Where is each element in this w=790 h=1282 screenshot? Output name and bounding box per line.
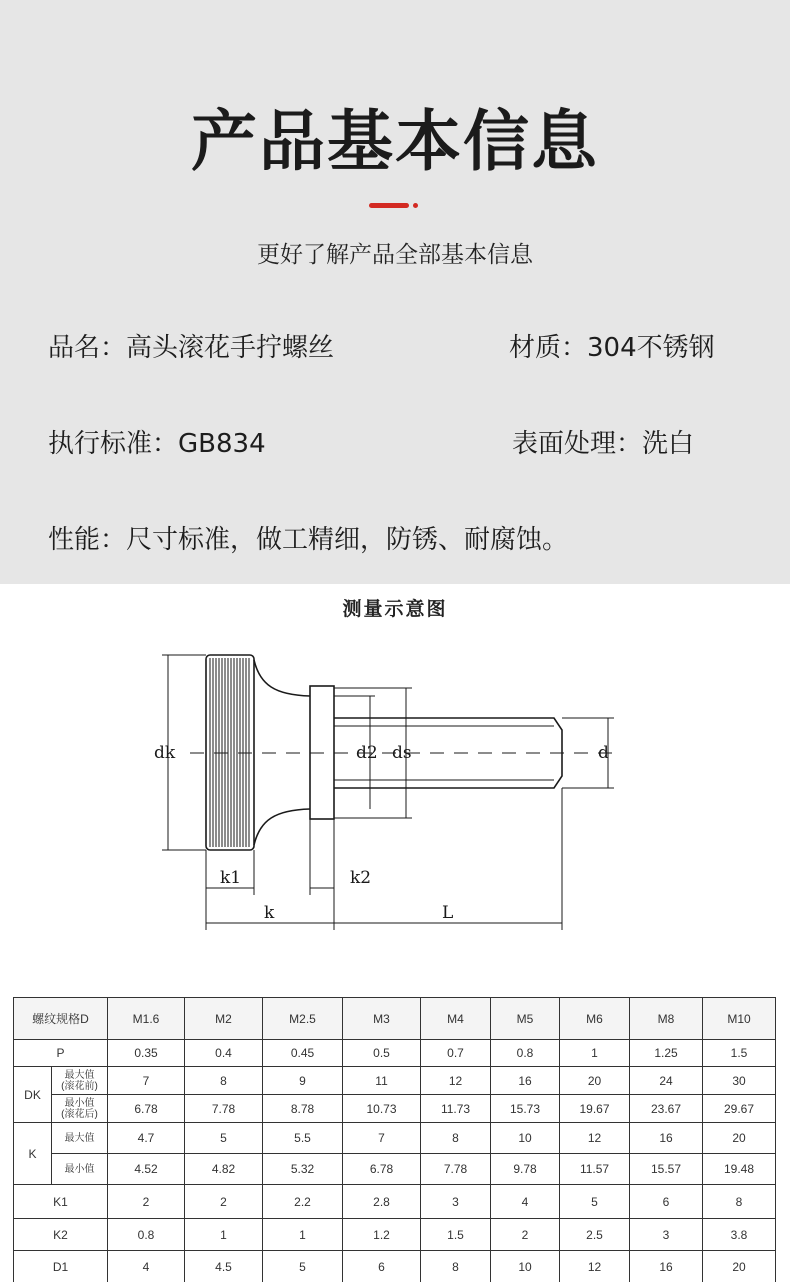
title-accent-dot [413,203,418,208]
row-label-k2: K2 [14,1219,108,1251]
table-cell: 8 [185,1067,263,1095]
table-cell: 16 [630,1251,703,1282]
table-cell: 0.4 [185,1040,263,1067]
table-cell: 11.73 [421,1095,491,1123]
table-cell: 4 [491,1185,560,1219]
table-cell: 8 [421,1251,491,1282]
table-cell: 8 [421,1123,491,1154]
table-cell: 6 [630,1185,703,1219]
table-header-cell: M4 [421,998,491,1040]
label-k2: k2 [350,868,372,888]
table-row-k1 [14,1185,776,1219]
table-cell: 12 [560,1123,630,1154]
table-cell: 16 [491,1067,560,1095]
table-cell: 5 [263,1251,343,1282]
table-cell: 11 [343,1067,421,1095]
table-row-k-max [14,1123,776,1154]
label-d2: d2 [356,743,378,763]
table-cell: 7.78 [421,1154,491,1185]
table-cell: 7 [108,1067,185,1095]
table-cell: 4.7 [108,1123,185,1154]
page-title: 产品基本信息 [191,103,599,180]
row-label-dk: DK [14,1067,52,1123]
page-subtitle: 更好了解产品全部基本信息 [257,242,533,268]
table-cell: 20 [703,1251,776,1282]
table-cell: 2.8 [343,1185,421,1219]
table-row-p [14,1040,776,1067]
table-cell: 7.78 [185,1095,263,1123]
table-cell: 4 [108,1251,185,1282]
table-row-dk-min [14,1095,776,1123]
table-cell: 29.67 [703,1095,776,1123]
table-cell: 3.8 [703,1219,776,1251]
table-header-cell: M8 [630,998,703,1040]
table-cell: 10 [491,1123,560,1154]
table-cell: 19.67 [560,1095,630,1123]
table-cell: 4.52 [108,1154,185,1185]
label-L: L [442,903,454,923]
label-dk: dk [154,743,176,763]
table-row-dk-max [14,1067,776,1095]
info-section [0,0,790,584]
table-cell: 20 [560,1067,630,1095]
table-header-cell: M2 [185,998,263,1040]
spec-table [13,997,776,1282]
spec-surface-treatment: 表面处理：洗白 [512,429,695,459]
table-cell: 2 [491,1219,560,1251]
table-cell: 10.73 [343,1095,421,1123]
table-cell: 1.5 [421,1219,491,1251]
row-label-k1: K1 [14,1185,108,1219]
table-cell: 0.45 [263,1040,343,1067]
table-cell: 0.5 [343,1040,421,1067]
screw-neck-top [254,660,310,696]
row-label-d1: D1 [14,1251,108,1282]
table-header-label: 螺纹规格D [14,998,108,1040]
table-cell: 24 [630,1067,703,1095]
table-cell: 8.78 [263,1095,343,1123]
table-cell: 2.5 [560,1219,630,1251]
spec-material: 材质：304不锈钢 [509,333,715,363]
table-cell: 23.67 [630,1095,703,1123]
row-sublabel-k-min: 最小值 [52,1154,108,1185]
table-cell: 5.32 [263,1154,343,1185]
table-header-cell: M2.5 [263,998,343,1040]
table-cell: 2 [108,1185,185,1219]
table-cell: 15.57 [630,1154,703,1185]
table-cell: 30 [703,1067,776,1095]
row-label-k: K [14,1123,52,1185]
sublabel-text: 最大值 (滚花前) [61,1069,98,1092]
table-cell: 12 [421,1067,491,1095]
spec-product-name: 品名：高头滚花手拧螺丝 [48,333,335,363]
table-row-k-min [14,1154,776,1185]
table-cell: 5 [560,1185,630,1219]
table-cell: 0.8 [491,1040,560,1067]
table-cell: 3 [421,1185,491,1219]
table-cell: 1 [263,1219,343,1251]
spec-standard: 执行标准：GB834 [48,429,266,459]
table-cell: 6.78 [108,1095,185,1123]
table-cell: 0.8 [108,1219,185,1251]
table-header-cell: M1.6 [108,998,185,1040]
title-accent-bar [369,203,409,208]
row-label-p: P [14,1040,108,1067]
table-cell: 1 [560,1040,630,1067]
screw-neck-bottom [254,809,310,845]
table-cell: 11.57 [560,1154,630,1185]
label-k: k [264,903,275,923]
table-cell: 15.73 [491,1095,560,1123]
table-cell: 5.5 [263,1123,343,1154]
table-cell: 6.78 [343,1154,421,1185]
table-header-cell: M10 [703,998,776,1040]
label-k1: k1 [220,868,242,888]
table-cell: 6 [343,1251,421,1282]
table-cell: 5 [185,1123,263,1154]
row-sublabel-k-max: 最大值 [52,1123,108,1154]
table-cell: 4.82 [185,1154,263,1185]
table-header-cell: M6 [560,998,630,1040]
table-cell: 12 [560,1251,630,1282]
table-cell: 9.78 [491,1154,560,1185]
table-cell: 3 [630,1219,703,1251]
table-cell: 1.5 [703,1040,776,1067]
label-d: d [598,743,609,763]
measurement-diagram [150,640,630,940]
table-cell: 1.25 [630,1040,703,1067]
table-cell: 0.35 [108,1040,185,1067]
spec-performance: 性能：尺寸标准，做工精细，防锈、耐腐蚀。 [48,525,569,555]
table-header-row [14,998,776,1040]
table-cell: 19.48 [703,1154,776,1185]
table-cell: 4.5 [185,1251,263,1282]
table-cell: 1.2 [343,1219,421,1251]
table-row-k2 [14,1219,776,1251]
table-cell: 0.7 [421,1040,491,1067]
table-cell: 8 [703,1185,776,1219]
table-row-d1 [14,1251,776,1282]
table-cell: 16 [630,1123,703,1154]
label-ds: ds [392,743,412,763]
row-sublabel-dk-min [52,1095,108,1123]
table-cell: 1 [185,1219,263,1251]
table-cell: 9 [263,1067,343,1095]
table-cell: 2.2 [263,1185,343,1219]
row-sublabel-dk-max [52,1067,108,1095]
table-cell: 2 [185,1185,263,1219]
table-header-cell: M3 [343,998,421,1040]
table-cell: 10 [491,1251,560,1282]
diagram-title: 测量示意图 [342,598,448,620]
table-cell: 7 [343,1123,421,1154]
table-cell: 20 [703,1123,776,1154]
table-header-cell: M5 [491,998,560,1040]
sublabel-text: 最小值 (滚花后) [61,1097,98,1120]
